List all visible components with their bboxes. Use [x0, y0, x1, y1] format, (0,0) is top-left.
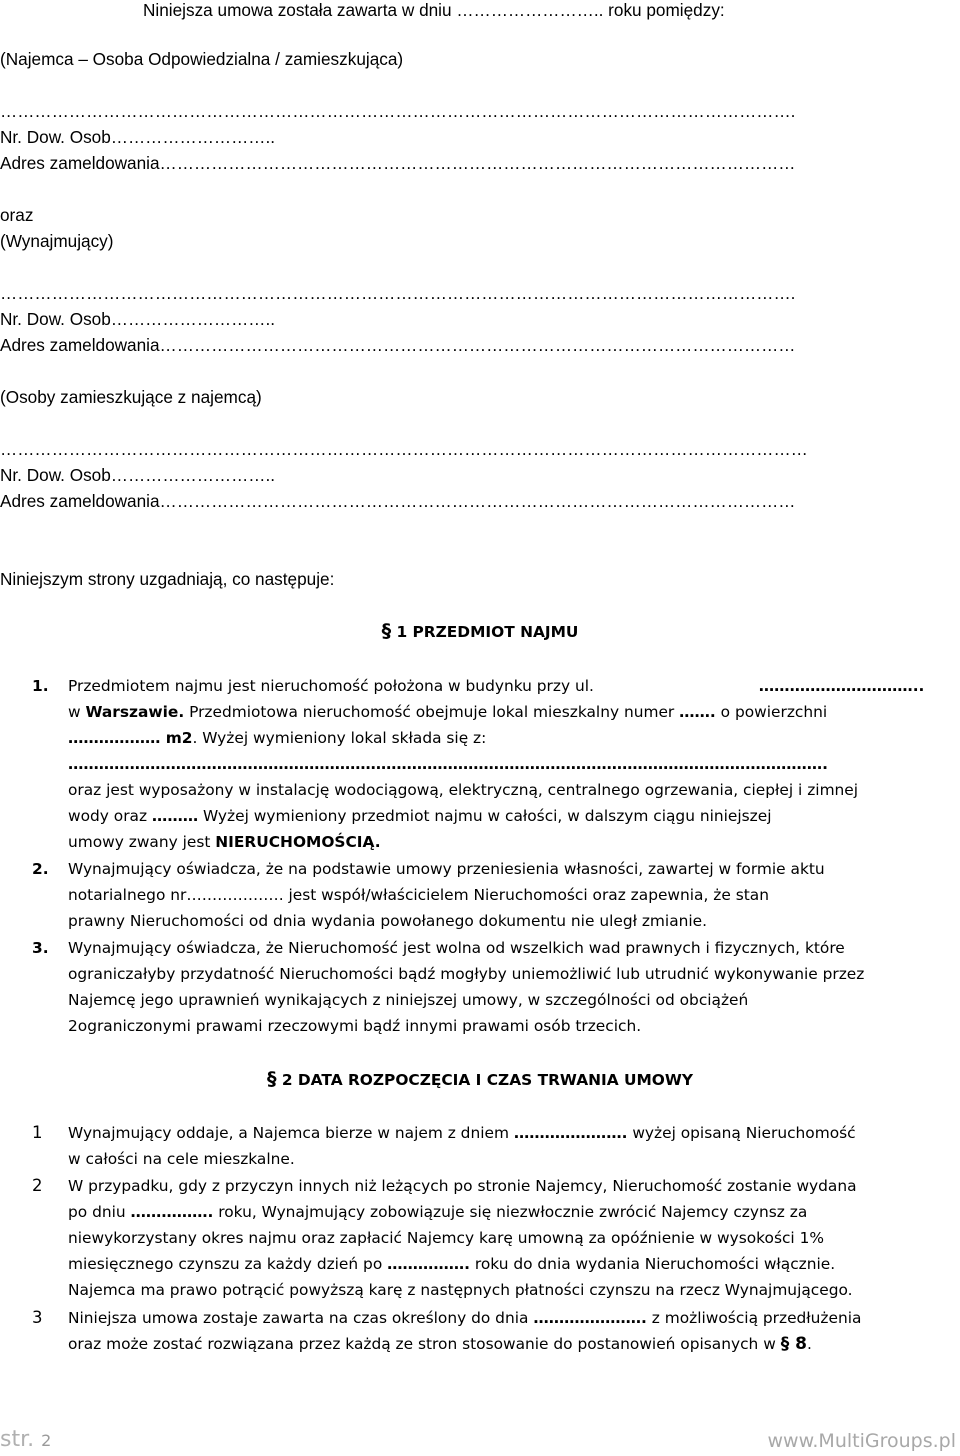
landlord-id-line[interactable]: Nr. Dow. Osob………………………..	[0, 309, 276, 329]
tenant-address-line[interactable]: Adres zameldowania…………………………………………………………………………………………………	[0, 153, 796, 173]
s2-item-3-number: 3	[32, 1308, 43, 1327]
s1-item-1-line-7: umowy zwany jest NIERUCHOMOŚCIĄ.	[68, 833, 381, 851]
s1-item-1-line-3: ……………… m2. Wyżej wymieniony lokal składa się z:	[68, 729, 487, 747]
s1-item-1-line-6: wody oraz ……… Wyżej wymieniony przedmiot najmu w całości, w dalszym ciągu niniejszej	[68, 807, 772, 825]
start-date-blank[interactable]: ………………….	[513, 1124, 628, 1142]
street-blank[interactable]: …………………………..	[758, 677, 925, 695]
section-2-title-text: 2 DATA ROZPOCZĘCIA I CZAS TRWANIA UMOWY	[281, 1071, 694, 1089]
page-number: str. 2	[0, 1427, 52, 1452]
s1-item-2-line-2: notarialnego nr………………. jest współ/właścicielem Nieruchomości oraz zapewnia, że stan	[68, 886, 769, 904]
s1-item-1-line-5: oraz jest wyposażony w instalację wodociągową, elektryczną, centralnego ogrzewania, ciepłej i zimnej	[68, 781, 859, 799]
section-1-title-text: 1 PRZEDMIOT NAJMU	[396, 623, 579, 641]
s1-item-1-line-1: Przedmiotem najmu jest nieruchomość położona w budynku przy ul. …………………………..	[68, 677, 925, 695]
s1-item-3-line-1: Wynajmujący oświadcza, że Nieruchomość jest wolna od wszelkich wad prawnych i fizycznych, które	[68, 939, 845, 957]
cotenants-id-line[interactable]: Nr. Dow. Osob………………………..	[0, 465, 276, 485]
s1-item-3-line-4: 2ograniczonymi prawami rzeczowymi bądź innymi prawami osób trzecich.	[68, 1017, 642, 1035]
cotenants-address-line[interactable]: Adres zameldowania…………………………………………………………………………………………………	[0, 491, 796, 511]
s1-item-1-line-2: w Warszawie. Przedmiotowa nieruchomość obejmuje lokal mieszkalny numer ……. o powierzchni	[68, 703, 828, 721]
landlord-address-line[interactable]: Adres zameldowania…………………………………………………………………………………………………	[0, 335, 796, 355]
s1-item-2-line-1: Wynajmujący oświadcza, że na podstawie umowy przeniesienia własności, zawartej w formie aktu	[68, 860, 825, 878]
and-word: oraz	[0, 205, 34, 225]
agreement-intro: Niniejszym strony uzgadniają, co następuje:	[0, 569, 335, 589]
section-8-reference: § 8	[780, 1334, 807, 1354]
tenant-heading: (Najemca – Osoba Odpowiedzialna / zamieszkująca)	[0, 49, 404, 69]
cotenants-name-blank[interactable]: ……………………………………………………………………………………………………………………………	[0, 439, 808, 459]
website-footer: www.MultiGroups.pl	[767, 1430, 956, 1452]
contract-intro: Niniejsza umowa została zawarta w dniu …………………….. roku pomiędzy:	[143, 0, 725, 20]
s2-item-1-number: 1	[32, 1123, 43, 1142]
s1-item-3-number: 3.	[32, 939, 49, 957]
s1-item-3-line-2: ograniczałyby przydatność Nieruchomości bądź mogłyby uniemożliwić lub utrudnić wykonywanie przez	[68, 965, 865, 983]
cotenants-heading: (Osoby zamieszkujące z najemcą)	[0, 387, 262, 407]
s2-item-2-line-2: po dniu ……………. roku, Wynajmujący zobowiązuje się niezwłocznie zwrócić Najemcy czynsz za	[68, 1203, 808, 1221]
s1-item-2-line-3: prawny Nieruchomości od dnia wydania powołanego dokumentu nie uległ zmianie.	[68, 912, 708, 930]
section-2-title	[0, 1066, 960, 1093]
tenant-name-blank[interactable]: ………………………………………………………………………………………………………………………….	[0, 101, 796, 121]
extra-equipment-blank[interactable]: ………	[151, 807, 199, 825]
flat-number-blank[interactable]: …….	[679, 703, 716, 721]
notary-number-blank[interactable]: ……………….	[186, 886, 284, 904]
s2-item-2-line-1: W przypadku, gdy z przyczyn innych niż leżących po stronie Najemcy, Nieruchomość zostanie wydana	[68, 1177, 857, 1195]
s1-item-3-line-3: Najemcę jego uprawnień wynikających z niniejszej umowy, w szczególności od obciążeń	[68, 991, 749, 1009]
end-date-blank[interactable]: ………………….	[533, 1309, 647, 1327]
s2-item-2-number: 2	[32, 1176, 43, 1195]
section-1-title	[0, 618, 960, 645]
section-symbol: §	[266, 1068, 277, 1090]
s2-item-3-line-1: Niniejsza umowa zostaje zawarta na czas określony do dnia …………………. z możliwością przedłużenia	[68, 1309, 862, 1327]
s2-item-2-line-5: Najemca ma prawo potrącić powyższą karę z następnych płatności czynszu na rzecz Wynajmującego.	[68, 1281, 853, 1299]
s1-item-1-number: 1.	[32, 677, 49, 695]
area-blank[interactable]: ……………… m2	[68, 729, 193, 747]
s1-item-2-number: 2.	[32, 860, 49, 878]
section-symbol: §	[381, 620, 392, 642]
s2-item-2-line-3: niewykorzystany okres najmu oraz zapłacić Najemcy karę umowną za opóźnienie w wysokości 1%	[68, 1229, 825, 1247]
s2-item-2-line-4: miesięcznego czynszu za każdy dzień po ……………. roku do dnia wydania Nieruchomości włącznie.	[68, 1255, 836, 1273]
s2-item-1-line-1: Wynajmujący oddaje, a Najemca bierze w najem z dniem …………………. wyżej opisaną Nieruchomość	[68, 1124, 856, 1142]
s2-item-1-line-2: w całości na cele mieszkalne.	[68, 1150, 295, 1168]
tenant-id-line[interactable]: Nr. Dow. Osob………………………..	[0, 127, 276, 147]
penalty-date-blank[interactable]: …………….	[387, 1255, 470, 1273]
handover-date-blank[interactable]: …………….	[130, 1203, 214, 1221]
s1-rooms-blank[interactable]: ………………………………………………………………………………………………………………………………….	[68, 755, 828, 773]
s2-item-3-line-2: oraz może zostać rozwiązana przez każdą ze stron stosowanie do postanowień opisanych w § 8.	[68, 1334, 812, 1354]
landlord-heading: (Wynajmujący)	[0, 231, 114, 251]
landlord-name-blank[interactable]: ………………………………………………………………………………………………………………………….	[0, 283, 796, 303]
